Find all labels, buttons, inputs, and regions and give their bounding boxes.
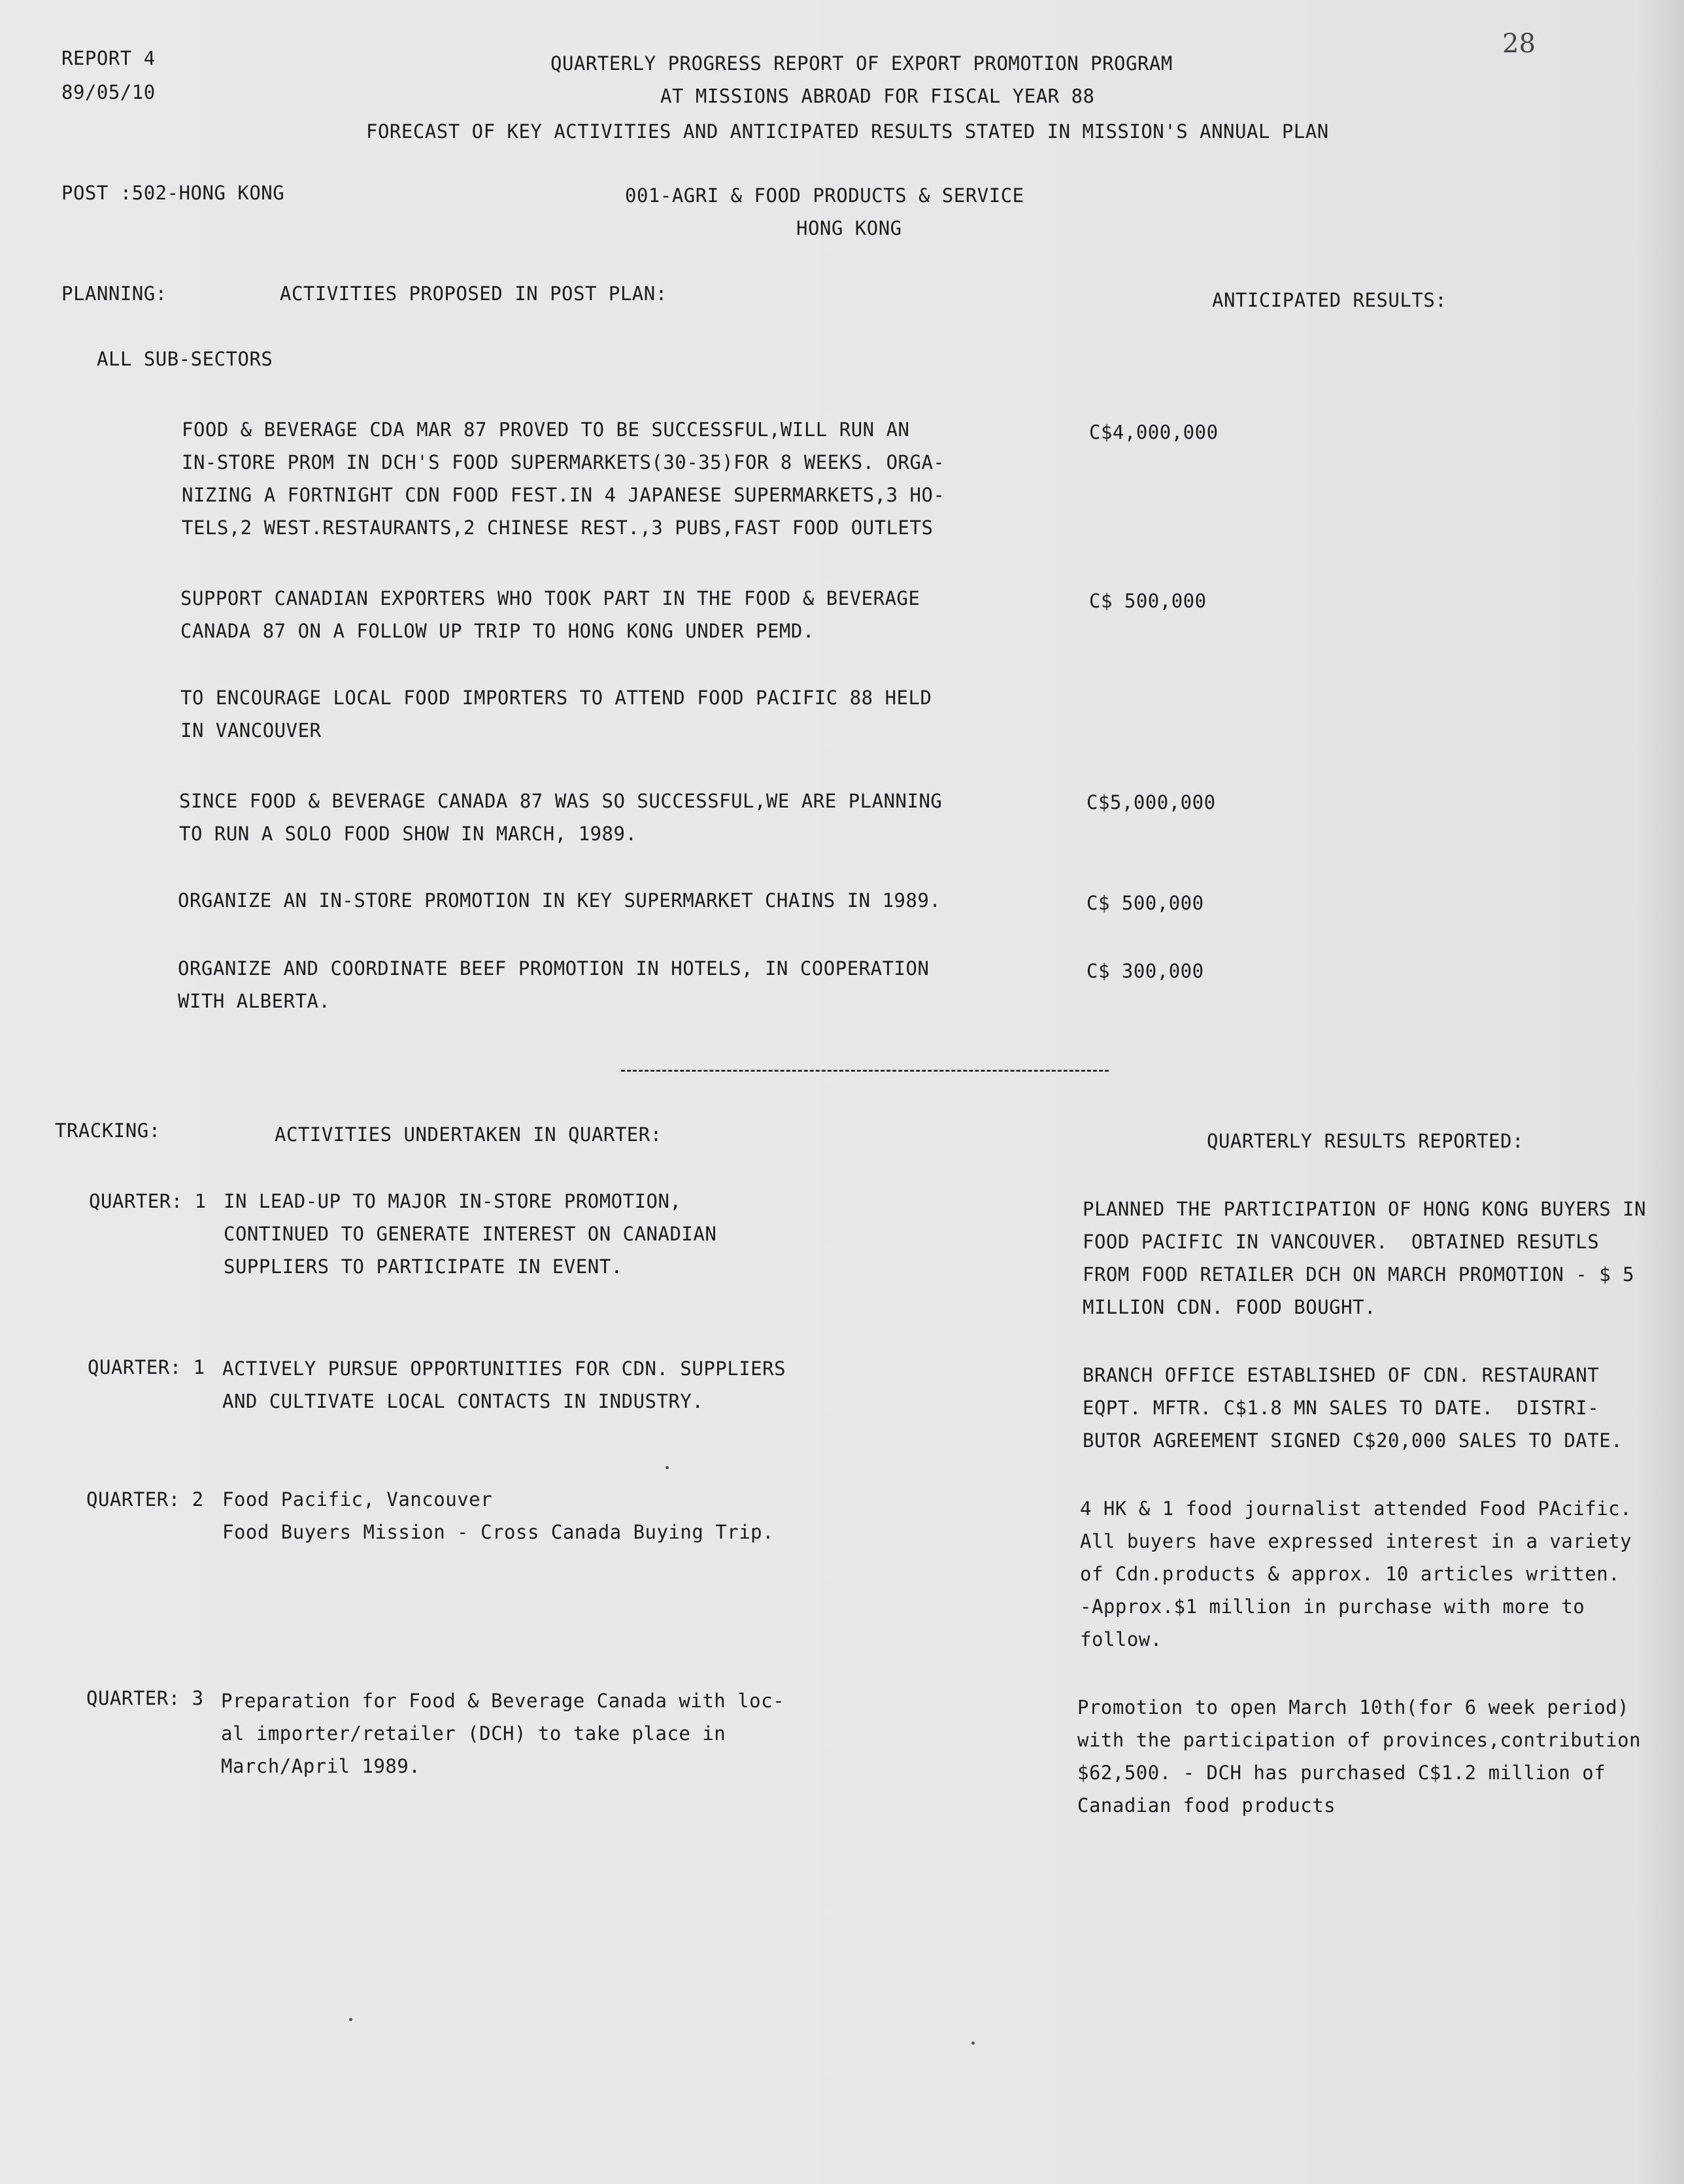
report-title-line3: FORECAST OF KEY ACTIVITIES AND ANTICIPATED RESULTS STATED IN MISSION'S ANNUAL PLAN	[366, 120, 1329, 143]
planning-item-line: SUPPORT CANADIAN EXPORTERS WHO TOOK PART IN THE FOOD & BEVERAGE	[180, 587, 920, 609]
tracking-result-line: Canadian food products	[1077, 1794, 1336, 1817]
planning-item-result: C$5,000,000	[1086, 791, 1216, 813]
sector-label: 001-AGRI & FOOD PRODUCTS & SERVICE	[625, 184, 1024, 207]
planning-item-5	[178, 884, 941, 917]
tracking-result-line: FROM FOOD RETAILER DCH ON MARCH PROMOTION - $ 5	[1083, 1263, 1635, 1286]
tracking-activity-line: al importer/retailer (DCH) to take place in	[221, 1722, 726, 1745]
tracking-results-heading: QUARTERLY RESULTS REPORTED:	[1207, 1130, 1524, 1152]
tracking-result-line: All buyers have expressed interest in a variety	[1080, 1530, 1632, 1552]
planning-results-heading: ANTICIPATED RESULTS:	[1212, 289, 1447, 311]
tracking-result-line: Promotion to open March 10th(for 6 week period)	[1077, 1696, 1630, 1718]
planning-item-4	[179, 785, 942, 850]
tracking-quarter: QUARTER: 1	[88, 1356, 205, 1378]
tracking-result-line: $62,500. - DCH has purchased C$1.2 million of	[1077, 1762, 1606, 1784]
scan-speck	[665, 1466, 669, 1469]
tracking-result-3	[1080, 1492, 1632, 1656]
subsector-label: ALL SUB-SECTORS	[97, 348, 273, 370]
report-title-line2: AT MISSIONS ABROAD FOR FISCAL YEAR 88	[660, 85, 1095, 107]
tracking-label: TRACKING:	[55, 1119, 161, 1142]
report-date: 89/05/10	[61, 81, 156, 103]
tracking-activity-line: March/April 1989.	[221, 1755, 421, 1777]
scan-speck	[349, 2018, 352, 2021]
tracking-activity-line: Preparation for Food & Beverage Canada with loc-	[221, 1690, 785, 1712]
tracking-quarter: QUARTER: 3	[86, 1687, 204, 1709]
planning-item-result: C$ 300,000	[1086, 960, 1204, 982]
tracking-result-2	[1083, 1359, 1623, 1457]
tracking-result-line: FOOD PACIFIC IN VANCOUVER. OBTAINED RESUTLS	[1083, 1231, 1600, 1253]
page-number: 28	[1502, 29, 1536, 59]
tracking-activity-line: IN LEAD-UP TO MAJOR IN-STORE PROMOTION,	[224, 1190, 682, 1212]
planning-item-line: ORGANIZE AND COORDINATE BEEF PROMOTION IN HOTELS, IN COOPERATION	[178, 957, 930, 980]
tracking-result-line: PLANNED THE PARTICIPATION OF HONG KONG BUYERS IN	[1083, 1198, 1647, 1220]
planning-item-result: C$4,000,000	[1089, 421, 1219, 443]
planning-item-line: ORGANIZE AN IN-STORE PROMOTION IN KEY SUPERMARKET CHAINS IN 1989.	[178, 889, 941, 912]
planning-activities-heading: ACTIVITIES PROPOSED IN POST PLAN:	[280, 282, 667, 305]
planning-item-line: TO ENCOURAGE LOCAL FOOD IMPORTERS TO ATTEND FOOD PACIFIC 88 HELD	[180, 687, 932, 709]
tracking-result-line: BRANCH OFFICE ESTABLISHED OF CDN. RESTAURANT	[1083, 1364, 1600, 1386]
planning-item-1	[182, 413, 945, 544]
tracking-activity-line: SUPPLIERS TO PARTICIPATE IN EVENT.	[224, 1255, 623, 1278]
tracking-activity-line: Food Buyers Mission - Cross Canada Buying Trip.	[222, 1521, 775, 1543]
planning-item-2	[180, 582, 920, 647]
tracking-result-line: 4 HK & 1 food journalist attended Food PAcific.	[1080, 1497, 1632, 1520]
scan-speck	[971, 2041, 975, 2045]
tracking-activity-line: ACTIVELY PURSUE OPPORTUNITIES FOR CDN. SUPPLIERS	[222, 1357, 786, 1380]
tracking-quarter: QUARTER: 1	[89, 1190, 207, 1212]
planning-item-result: C$ 500,000	[1086, 892, 1204, 914]
planning-item-line: TELS,2 WEST.RESTAURANTS,2 CHINESE REST.,3 PUBS,FAST FOOD OUTLETS	[182, 517, 934, 539]
planning-item-line: TO RUN A SOLO FOOD SHOW IN MARCH, 1989.	[179, 823, 637, 845]
tracking-activity-4	[221, 1684, 784, 1783]
tracking-result-line: -Approx.$1 million in purchase with more to	[1080, 1595, 1585, 1618]
post-label: POST :502-HONG KONG	[61, 182, 285, 204]
planning-item-line: IN VANCOUVER	[180, 719, 322, 742]
tracking-result-1	[1083, 1193, 1646, 1323]
planning-item-line: NIZING A FORTNIGHT CDN FOOD FEST.IN 4 JAPANESE SUPERMARKETS,3 HO-	[182, 484, 945, 506]
planning-item-line: FOOD & BEVERAGE CDA MAR 87 PROVED TO BE SUCCESSFUL,WILL RUN AN	[182, 418, 910, 441]
planning-item-line: WITH ALBERTA.	[178, 990, 331, 1012]
tracking-result-line: of Cdn.products & approx. 10 articles written.	[1080, 1563, 1621, 1585]
tracking-result-line: with the participation of provinces,contribution	[1077, 1729, 1642, 1751]
report-title-line1: QUARTERLY PROGRESS REPORT OF EXPORT PROMOTION PROGRAM	[550, 52, 1173, 75]
planning-item-line: SINCE FOOD & BEVERAGE CANADA 87 WAS SO SUCCESSFUL,WE ARE PLANNING	[179, 790, 943, 812]
tracking-activity-3	[222, 1483, 774, 1548]
tracking-result-line: follow.	[1080, 1628, 1162, 1650]
planning-item-6	[178, 952, 929, 1017]
planning-item-line: IN-STORE PROM IN DCH'S FOOD SUPERMARKETS(30-35)FOR 8 WEEKS. ORGA-	[182, 451, 945, 473]
planning-item-result: C$ 500,000	[1089, 590, 1207, 612]
tracking-result-line: MILLION CDN. FOOD BOUGHT.	[1083, 1296, 1376, 1318]
tracking-result-line: BUTOR AGREEMENT SIGNED C$20,000 SALES TO DATE.	[1083, 1429, 1623, 1452]
tracking-activity-1	[224, 1185, 716, 1283]
tracking-activities-heading: ACTIVITIES UNDERTAKEN IN QUARTER:	[275, 1123, 662, 1146]
section-divider	[621, 1070, 1109, 1072]
report-id: REPORT 4	[61, 47, 156, 69]
tracking-result-line: EQPT. MFTR. C$1.8 MN SALES TO DATE. DISTRI-	[1083, 1397, 1600, 1419]
tracking-activity-2	[222, 1352, 786, 1418]
tracking-result-4	[1077, 1691, 1641, 1822]
planning-item-line: CANADA 87 ON A FOLLOW UP TRIP TO HONG KONG UNDER PEMD.	[180, 620, 815, 642]
tracking-quarter: QUARTER: 2	[86, 1488, 204, 1510]
tracking-activity-line: Food Pacific, Vancouver	[222, 1488, 493, 1510]
tracking-activity-line: CONTINUED TO GENERATE INTEREST ON CANADIAN	[224, 1223, 717, 1245]
planning-label: PLANNING:	[61, 282, 167, 305]
planning-item-3	[180, 681, 932, 747]
location-label: HONG KONG	[796, 217, 902, 239]
tracking-activity-line: AND CULTIVATE LOCAL CONTACTS IN INDUSTRY.	[222, 1390, 704, 1412]
